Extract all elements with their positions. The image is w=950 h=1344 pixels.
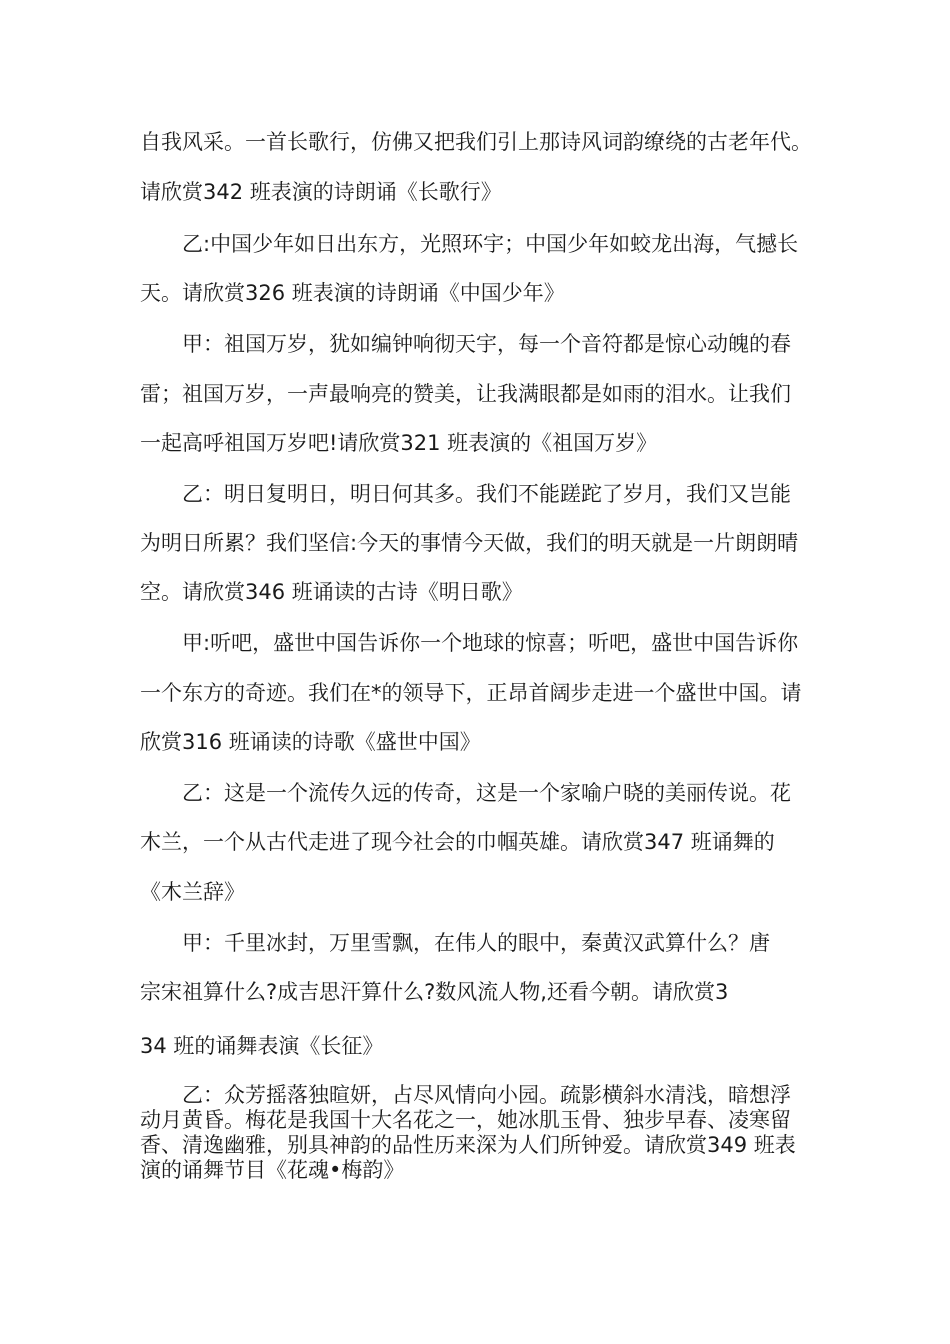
text-line: 空。请欣赏346 班诵读的古诗《明日歌》 bbox=[140, 580, 523, 604]
text-line: 一个东方的奇迹。我们在*的领导下，正昂首阔步走进一个盛世中国。请 bbox=[140, 681, 802, 705]
text-line: 甲:听吧，盛世中国告诉你一个地球的惊喜；听吧，盛世中国告诉你 bbox=[182, 631, 799, 655]
text-line: 34 班的诵舞表演《长征》 bbox=[140, 1034, 384, 1058]
text-line: 请欣赏342 班表演的诗朗诵《长歌行》 bbox=[140, 180, 502, 204]
text-line: 乙：这是一个流传久远的传奇，这是一个家喻户晓的美丽传说。花 bbox=[182, 781, 791, 805]
text-line: 乙：众芳摇落独暄妍，占尽风情向小园。疏影横斜水清浅，暗想浮 bbox=[182, 1083, 791, 1107]
text-line: 演的诵舞节目《花魂•梅韵》 bbox=[140, 1158, 405, 1182]
text-line: 自我风采。一首长歌行，仿佛又把我们引上那诗风词韵缭绕的古老年代。 bbox=[140, 130, 812, 154]
text-line: 为明日所累？我们坚信:今天的事情今天做，我们的明天就是一片朗朗晴 bbox=[140, 531, 799, 555]
text-line: 欣赏316 班诵读的诗歌《盛世中国》 bbox=[140, 730, 481, 754]
text-line: 动月黄昏。梅花是我国十大名花之一，她冰肌玉骨、独步早春、凌寒留 bbox=[140, 1108, 791, 1132]
text-line: 乙:中国少年如日出东方，光照环宇；中国少年如蛟龙出海，气撼长 bbox=[182, 232, 799, 256]
text-line: 香、清逸幽雅，别具神韵的品性历来深为人们所钟爱。请欣赏349 班表 bbox=[140, 1133, 796, 1157]
text-line: 甲：祖国万岁，犹如编钟响彻天宇，每一个音符都是惊心动魄的春 bbox=[182, 332, 791, 356]
text-line: 天。请欣赏326 班表演的诗朗诵《中国少年》 bbox=[140, 281, 565, 305]
text-line: 木兰，一个从古代走进了现今社会的巾帼英雄。请欣赏347 班诵舞的 bbox=[140, 830, 775, 854]
text-line: 《木兰辞》 bbox=[140, 880, 245, 904]
text-line: 宗宋祖算什么?成吉思汗算什么?数风流人物,还看今朝。请欣赏3 bbox=[140, 980, 729, 1004]
text-line: 乙：明日复明日，明日何其多。我们不能蹉跎了岁月，我们又岂能 bbox=[182, 482, 791, 506]
text-line: 雷；祖国万岁，一声最响亮的赞美，让我满眼都是如雨的泪水。让我们 bbox=[140, 382, 791, 406]
text-line: 一起高呼祖国万岁吧!请欣赏321 班表演的《祖国万岁》 bbox=[140, 431, 658, 455]
text-line: 甲：千里冰封，万里雪飘，在伟人的眼中，秦黄汉武算什么？唐 bbox=[182, 931, 770, 955]
